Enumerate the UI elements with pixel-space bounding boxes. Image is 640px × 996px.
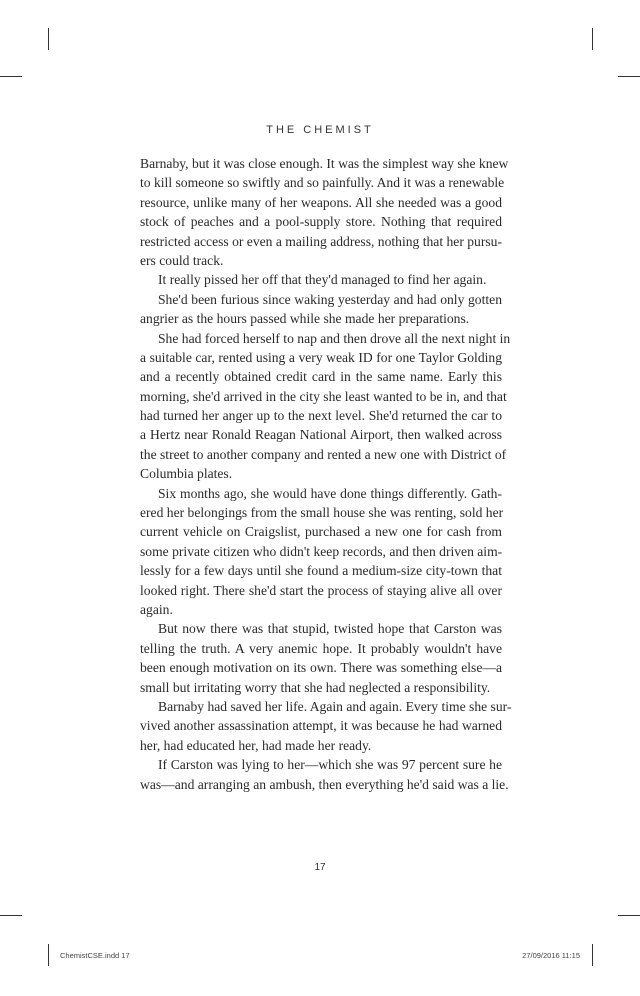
text-line: If Carston was lying to her—which she was 97 percent sure he: [158, 757, 502, 773]
text-line: ers could track.: [140, 252, 224, 268]
text-line: a Hertz near Ronald Reagan National Airport, then walked across: [140, 427, 502, 443]
text-line: Six months ago, she would have done things differently. Gath-: [158, 485, 502, 501]
text-line: It really pissed her off that they'd managed to find her again.: [158, 272, 487, 288]
crop-mark: [0, 76, 22, 77]
text-line: restricted access or even a mailing address, nothing that her pursu-: [140, 233, 502, 249]
text-line: lessly for a few days until she found a medium-size city-town that: [140, 563, 502, 579]
text-line: ered her belongings from the small house she was renting, sold her: [140, 505, 504, 521]
paragraph: [140, 290, 502, 329]
text-line: morning, she'd arrived in the city she least wanted to be in, and that: [140, 388, 507, 404]
slug-timestamp: 27/09/2016 11:15: [522, 951, 580, 960]
paragraph: [140, 154, 509, 270]
text-line: been enough motivation on its own. There was something else—a: [140, 660, 502, 676]
paragraph: [140, 755, 509, 794]
crop-mark: [592, 944, 593, 966]
paragraph: [140, 484, 502, 620]
text-line: vived another assassination attempt, it was because he had warned: [140, 718, 502, 734]
crop-mark: [618, 76, 640, 77]
paragraph: [140, 329, 511, 484]
crop-mark: [618, 915, 640, 916]
text-line: and a recently obtained credit card in the same name. Early this: [140, 369, 502, 385]
crop-mark: [48, 944, 49, 966]
text-line: was—and arranging an ambush, then everything he'd said was a lie.: [140, 776, 509, 792]
text-line: resource, unlike many of her weapons. All she needed was a good: [140, 194, 502, 210]
text-line: But now there was that stupid, twisted hope that Carston was: [158, 621, 502, 637]
text-line: She had forced herself to nap and then drove all the next night in: [158, 330, 511, 346]
paragraph: [140, 619, 502, 697]
crop-mark: [592, 28, 593, 50]
text-line: stock of peaches and a pool-supply store. Nothing that required: [140, 214, 502, 230]
text-line: She'd been furious since waking yesterday and had only gotten: [158, 291, 502, 307]
slug-filename: ChemistCSE.indd 17: [60, 951, 130, 960]
text-line: her, had educated her, had made her ready.: [140, 737, 372, 753]
crop-mark: [0, 915, 22, 916]
text-line: the street to another company and rented a new one with District of: [140, 446, 507, 462]
text-line: again.: [140, 601, 173, 617]
text-line: Barnaby had saved her life. Again and again. Every time she sur-: [158, 698, 512, 714]
text-line: had turned her anger up to the next level. She'd returned the car to: [140, 408, 502, 424]
text-line: a suitable car, rented using a very weak ID for one Taylor Golding: [140, 349, 502, 365]
text-line: Barnaby, but it was close enough. It was the simplest way she knew: [140, 156, 509, 171]
body-text: [140, 154, 512, 794]
running-head: THE CHEMIST: [266, 124, 374, 136]
text-line: looked right. There she'd start the process of staying alive all over: [140, 582, 502, 598]
paragraph: [140, 697, 512, 755]
text-line: small but irritating worry that she had neglected a responsibility.: [140, 679, 491, 695]
text-line: angrier as the hours passed while she made her preparations.: [140, 311, 470, 327]
text-line: current vehicle on Craigslist, purchased a new one for cash from: [140, 524, 502, 540]
page-number: 17: [314, 862, 326, 873]
crop-mark: [48, 28, 49, 50]
text-line: to kill someone so swiftly and so painfully. And it was a renewable: [140, 175, 505, 191]
text-line: telling the truth. A very anemic hope. It probably wouldn't have: [140, 640, 502, 656]
text-line: some private citizen who didn't keep records, and then driven aim-: [140, 543, 503, 559]
text-line: Columbia plates.: [140, 466, 233, 482]
paragraph: [140, 270, 502, 289]
